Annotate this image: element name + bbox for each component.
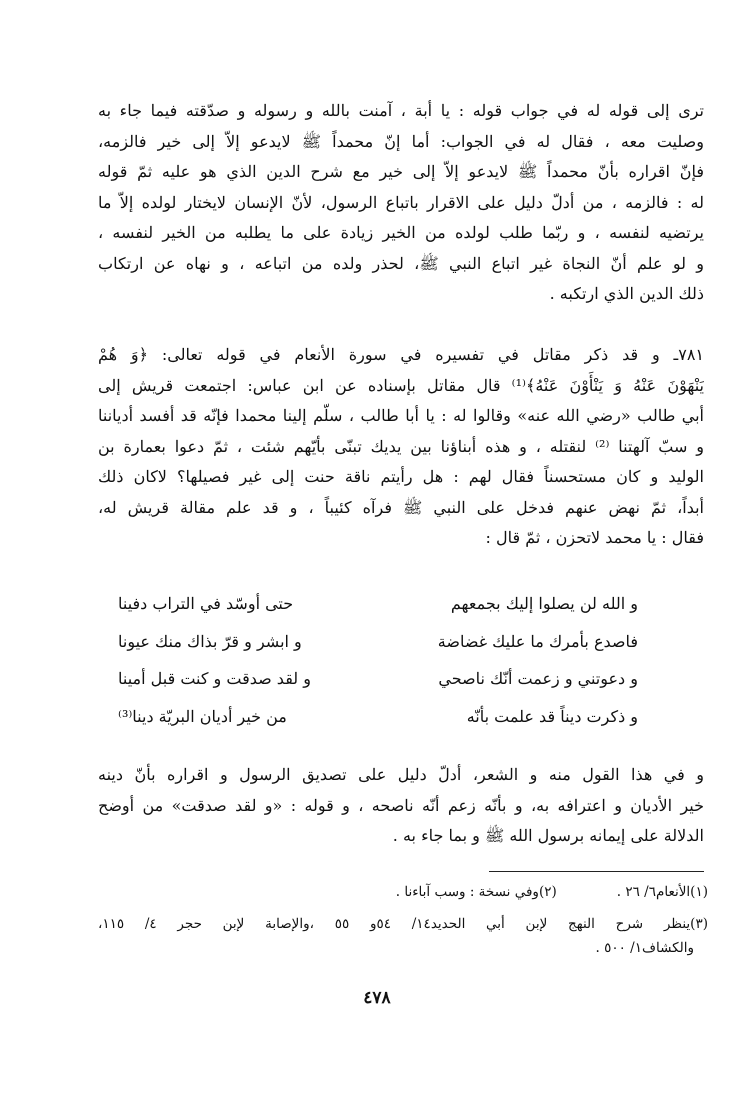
text-line: يرتضيه لنفسه ، و ربّما طلب لولده من الخير زيادة على ما يطلبه من الخير لنفسه ، bbox=[98, 223, 704, 242]
footnote-3-line: (٣)ينظر شرح النهج لإبن أبي الحديد١٤/ ٥٤و ٥٥ ،والإصابة لإبن حجر ٤/ ١١٥، bbox=[98, 916, 708, 932]
text-line: و لو علم أنّ النجاة غير اتباع النبي ﷺ، لحذر ولده من اتباعه ، و نهاه عن ارتكاب bbox=[98, 253, 704, 273]
page-number: ٤٧٨ bbox=[363, 988, 391, 1008]
text-line: فإنّ اقراره بأنّ محمداً ﷺ لايدعو إلاّ إلى خير مع شرح الدين الذي هو عليه ثمّ قوله bbox=[98, 162, 704, 181]
text-line: أبداً، ثمّ نهض عنهم فدخل على النبي ﷺ فرآه كئيباً ، و قد علم مقالة قريش له، bbox=[98, 497, 704, 517]
poem bbox=[118, 585, 638, 735]
text-line: ترى إلى قوله له في جواب قوله : يا أبة ، آمنت بالله و رسوله و صدّقته فيما جاء به bbox=[98, 101, 704, 120]
footnote-3-line: والكشاف١/ ٥٠٠ . bbox=[595, 940, 694, 956]
verse-second-hemistich: حتى أوسّد في التراب دفينا bbox=[118, 594, 294, 613]
verse-second-hemistich: و لقد صدقت و كنت قبل أمينا bbox=[118, 669, 311, 688]
verse-first-hemistich: و دعوتني و زعمت أنّك ناصحي bbox=[438, 669, 638, 688]
paragraph-1 bbox=[98, 96, 704, 310]
text-line: ذلك الدين الذي ارتكبه . bbox=[549, 284, 704, 303]
text-line: و في هذا القول منه و الشعر، أدلّ دليل على تصديق الرسول و اقراره بأنّ دينه bbox=[98, 765, 704, 784]
footnote-3 bbox=[98, 912, 708, 960]
text-line: و سبّ آلهتنا ⁽²⁾ لنقتله ، و هذه أبناؤنا بين يديك تبنّى بأيّهم شئت ، ثمّ دعوا بعمارة بن bbox=[98, 436, 704, 456]
text-line: ٧٨١ـ و قد ذكر مقاتل في تفسيره في سورة الأنعام في قوله تعالى: ﴿وَ هُمْ bbox=[98, 345, 704, 364]
text-line: الدلالة على إيمانه برسول الله ﷺ و بما جاء به . bbox=[392, 826, 704, 845]
footnote-2: (٢)وفي نسخة : وسب آباءنا . bbox=[395, 884, 557, 900]
footnote-1: (١)الأنعام٦/ ٢٦ . bbox=[616, 884, 708, 900]
poem-verse bbox=[118, 698, 638, 736]
text-line: أبي طالب «رضي الله عنه» وقالوا له : يا أبا طالب ، سلّم إلينا محمدا فإنّه قد أفسد أدياننا bbox=[98, 406, 704, 425]
text-line: فقال : يا محمد لاتحزن ، ثمّ قال : bbox=[485, 528, 704, 547]
verse-first-hemistich: و ذكرت ديناً قد علمت بأنّه bbox=[466, 706, 638, 726]
verse-second-hemistich: من خير أديان البريّة دينا⁽³⁾ bbox=[118, 706, 287, 726]
poem-verse bbox=[118, 660, 638, 698]
text-line: خير الأديان و اعترافه به، و بأنّه زعم أنّه ناصحه ، و قوله : «و لقد صدقت» من أوضح bbox=[98, 795, 704, 815]
poem-verse bbox=[118, 585, 638, 623]
verse-second-hemistich: و ابشر و قرّ بذاك منك عيونا bbox=[118, 631, 302, 651]
text-line: الوليد و كان مستحسناً فقال لهم : هل رأيتم ناقة حنت إلى غير فصيلها؟ لاكان ذلك bbox=[98, 467, 704, 486]
verse-first-hemistich: فاصدع بأمرك ما عليك غضاضة bbox=[437, 631, 638, 651]
paragraph-2 bbox=[98, 340, 704, 554]
paragraph-3 bbox=[98, 760, 704, 852]
poem-verse bbox=[118, 623, 638, 661]
text-line: يَنْهَوْنَ عَنْهُ وَ يَنْأَوْنَ عَنْهُ﴾⁽¹⁾ قال مقاتل بإسناده عن ابن عباس: اجتمعت قريش إلى bbox=[98, 375, 704, 395]
verse-first-hemistich: و الله لن يصلوا إليك بجمعهم bbox=[450, 594, 638, 613]
footnote-divider bbox=[489, 871, 704, 872]
text-line: وصليت معه ، فقال له في الجواب: أما إنّ محمداً ﷺ لايدعو إلاّ إلى خير فالزمه، bbox=[98, 131, 704, 151]
footnotes-row bbox=[98, 884, 708, 900]
text-line: له : فالزمه ، من أدلّ دليل على الاقرار باتباع الرسول، لأنّ الإنسان لايختار لولده إلاّ ما bbox=[98, 192, 704, 212]
